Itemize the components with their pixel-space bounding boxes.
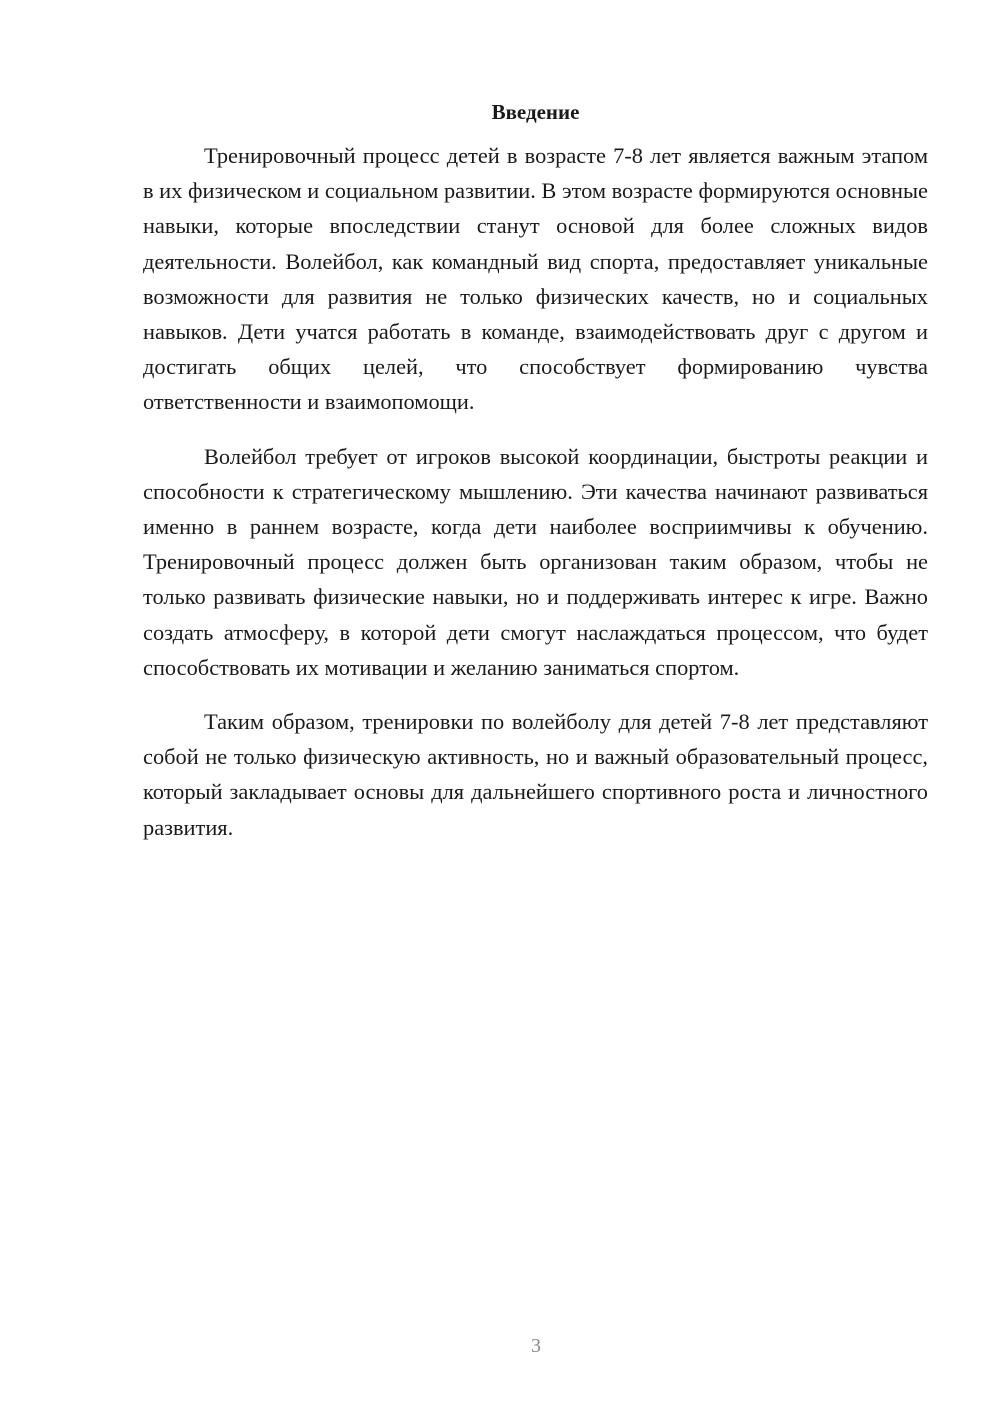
page-number: 3: [531, 1335, 541, 1357]
paragraph-2: Волейбол требует от игроков высокой координации, быстроты реакции и способности к стратегическому мышлению. Эти качества начинают развиваться именно в раннем возрасте, когда дети наиболее восприимчивы к обучению. Тренировочный процесс должен быть организован таким образом, чтобы не только развивать физические навыки, но и поддерживать интерес к игре. Важно создать атмосферу, в которой дети смогут наслаждаться процессом, что будет способствовать их мотивации и желанию заниматься спортом.: [143, 443, 928, 680]
section-heading: Введение: [491, 100, 580, 124]
page-content: [143, 96, 928, 864]
paragraph-3: Таким образом, тренировки по волейболу для детей 7-8 лет представляют собой не только физическую активность, но и важный образовательный процесс, который закладывает основы для дальнейшего спортивного роста и личностного развития.: [143, 709, 928, 840]
paragraph-1: Тренировочный процесс детей в возрасте 7-8 лет является важным этапом в их физическом и социальном развитии. В этом возрасте формируются основные навыки, которые впоследствии станут основой для более сложных видов деятельности. Волейбол, как командный вид спорта, предоставляет уникальные возможности для развития не только физических качеств, но и социальных навыков. Дети учатся работать в команде, взаимодействовать друг с другом и достигать общих целей, что способствует формированию чувства ответственности и взаимопомощи.: [143, 143, 928, 415]
